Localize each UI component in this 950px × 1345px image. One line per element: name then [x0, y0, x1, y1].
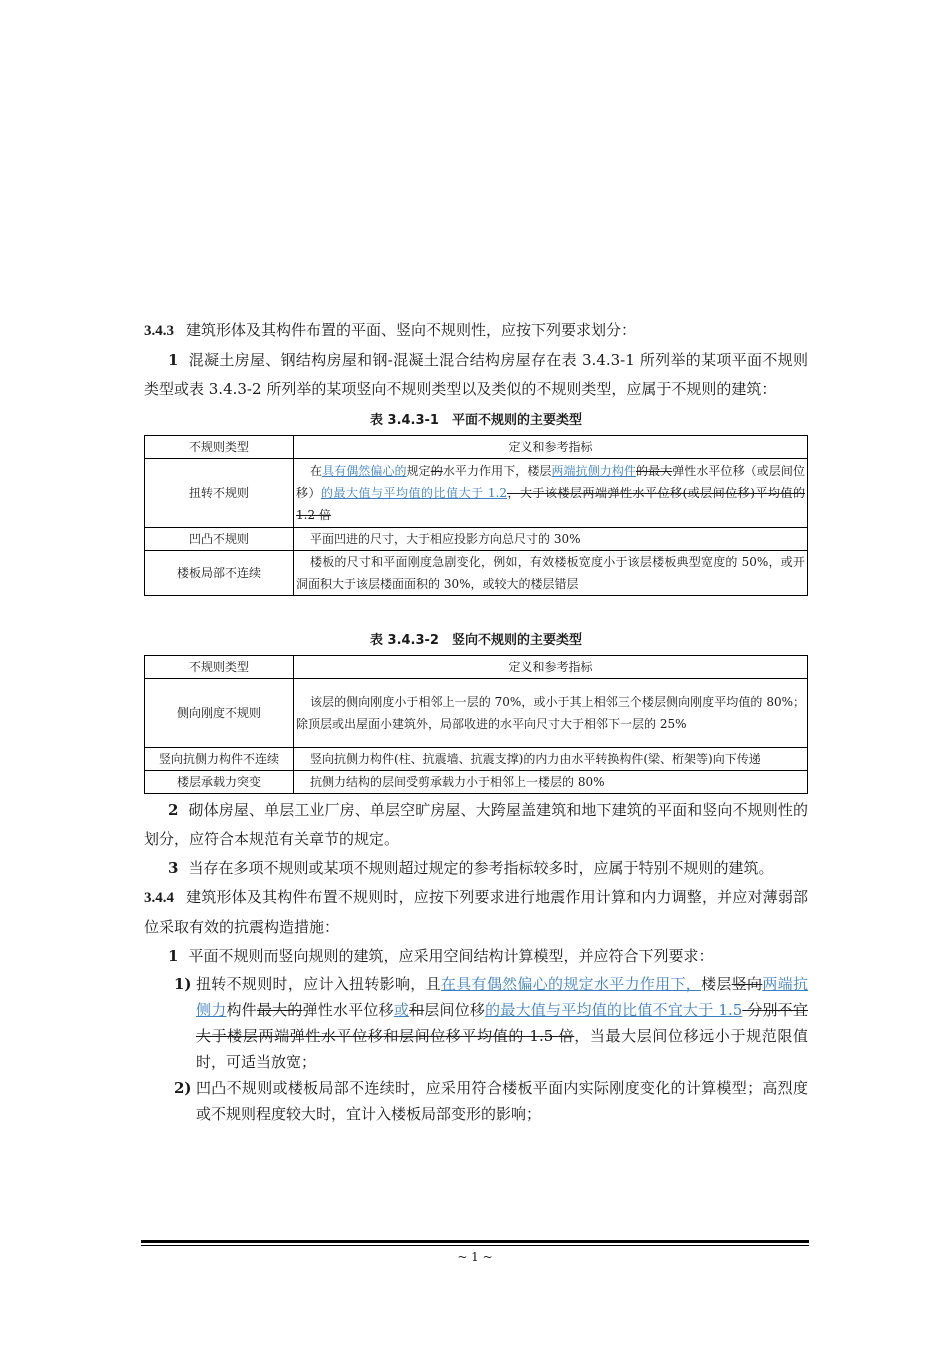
sub-text: 弹性水平位移	[302, 1001, 394, 1019]
row-type: 凹凸不规则	[145, 528, 294, 551]
table-row	[145, 679, 808, 748]
row-definition	[294, 459, 808, 528]
clause-text: 建筑形体及其构件布置不规则时，应按下列要求进行地震作用计算和内力调整，并应对薄弱部位采取有效的抗震构造措施：	[144, 888, 808, 936]
sub-text: 构件	[226, 1001, 257, 1019]
row-type: 竖向抗侧力构件不连续	[145, 748, 294, 771]
table-1	[144, 435, 808, 596]
table-2	[144, 655, 808, 794]
row-definition: 抗侧力结构的层间受剪承载力小于相邻上一楼层的 80%	[294, 771, 808, 794]
item-text: 混凝土房屋、钢结构房屋和钢-混凝土混合结构房屋存在表 3.4.3-1 所列举的某项平面不规则类型或表 3.4.3-2 所列举的某项竖向不规则类型以及类似的不规则类型，应属于不规则的建筑：	[144, 351, 808, 398]
sub-item-2	[144, 1075, 808, 1127]
sub-item-1	[144, 971, 808, 1075]
header-definition: 定义和参考指标	[294, 656, 808, 679]
table-header-row	[145, 436, 808, 459]
deleted-text: 的最大	[636, 464, 673, 478]
table-row	[145, 551, 808, 596]
deleted-text: 的	[430, 464, 443, 478]
row-definition: 竖向抗侧力构件(柱、抗震墙、抗震支撑)的内力由水平转换构件(梁、桁架等)向下传递	[294, 748, 808, 771]
table-row	[145, 459, 808, 528]
item-1	[144, 346, 808, 404]
clause-number: 3.4.3	[144, 323, 174, 339]
item-text: 砌体房屋、单层工业厂房、单层空旷房屋、大跨屋盖建筑和地下建筑的平面和竖向不规则性的划分，应符合本规范有关章节的规定。	[144, 801, 808, 848]
def-text: 弹性水平位移（或层间位移）	[296, 464, 805, 500]
item-number: 2	[168, 801, 179, 819]
table-row	[145, 748, 808, 771]
inserted-text: 两端抗侧力构件	[551, 464, 636, 478]
def-text: 在	[310, 464, 323, 478]
clause-3-4-4	[144, 883, 808, 942]
deleted-text: 最大的	[256, 1001, 303, 1019]
row-definition: 平面凹进的尺寸，大于相应投影方向总尺寸的 30%	[294, 528, 808, 551]
footer-rule-thick	[141, 1240, 809, 1243]
header-type: 不规则类型	[145, 656, 294, 679]
item-344-1	[144, 942, 808, 971]
sub-text: 扭转不规则时，应计入扭转影响，且	[196, 975, 441, 993]
sub-text: 凹凸不规则或楼板局部不连续时，应采用符合楼板平面内实际刚度变化的计算模型；高烈度或不规则程度较大时，宜计入楼板局部变形的影响；	[196, 1079, 808, 1123]
table-header-row	[145, 656, 808, 679]
sub-text: ，当最大层间位移远小于规范限值时，可适当放宽；	[196, 1027, 808, 1071]
row-definition: 楼板的尺寸和平面刚度急剧变化，例如，有效楼板宽度小于该层楼板典型宽度的 50%，或开洞面积大于该层楼面面积的 30%，或较大的楼层错层	[294, 551, 808, 596]
sub-text: 楼层	[701, 975, 732, 993]
table-1-title: 表 3.4.3-1 平面不规则的主要类型	[370, 413, 582, 428]
deleted-text: 和	[409, 1001, 425, 1019]
item-number: 1	[168, 947, 179, 965]
deleted-text: ，大于该楼层两端弹性水平位移(或层间位移)平均值的 1.2 倍	[296, 486, 805, 522]
deleted-text: 分别不宜大于楼层两端弹性水平位移和层间位移平均值的 1.5 倍	[196, 1001, 808, 1045]
def-text: 规定	[406, 464, 431, 478]
row-type: 侧向刚度不规则	[145, 679, 294, 748]
table-row	[145, 528, 808, 551]
item-text: 当存在多项不规则或某项不规则超过规定的参考指标较多时，应属于特别不规则的建筑。	[188, 859, 774, 877]
sub-item-number: 1)	[174, 975, 192, 993]
inserted-text: 具有偶然偏心的	[322, 464, 407, 478]
page-number: ~ 1 ~	[457, 1250, 493, 1264]
row-definition: 该层的侧向刚度小于相邻上一层的 70%，或小于其上相邻三个楼层侧向刚度平均值的 80%；除顶层或出屋面小建筑外，局部收进的水平向尺寸大于相邻下一层的 25%	[294, 679, 808, 748]
clause-text: 建筑形体及其构件布置的平面、竖向不规则性，应按下列要求划分：	[186, 321, 637, 339]
row-type: 扭转不规则	[145, 459, 294, 528]
sub-item-number: 2)	[174, 1079, 192, 1097]
page-content	[144, 316, 808, 1127]
clause-3-4-3	[144, 316, 808, 346]
sub-text: 层间位移	[424, 1001, 486, 1019]
def-text: 水平力作用下，楼层	[442, 464, 552, 478]
inserted-text: 两端抗侧力	[196, 975, 808, 1019]
item-2	[144, 796, 808, 854]
item-number: 3	[168, 859, 179, 877]
item-text: 平面不规则而竖向规则的建筑，应采用空间结构计算模型，并应符合下列要求：	[188, 947, 714, 965]
deleted-text: 竖向	[731, 975, 763, 993]
clause-number: 3.4.4	[144, 890, 174, 906]
item-3	[144, 854, 808, 883]
inserted-text: 在具有偶然偏心的规定水平力作用下，	[440, 975, 702, 993]
item-number: 1	[168, 351, 179, 369]
row-type: 楼板局部不连续	[145, 551, 294, 596]
inserted-text: 的最大值与平均值的比值不宜大于 1.5	[485, 1001, 743, 1019]
header-type: 不规则类型	[145, 436, 294, 459]
footer-rule-thin	[141, 1245, 809, 1246]
row-type: 楼层承载力突变	[145, 771, 294, 794]
inserted-text: 或	[393, 1001, 410, 1019]
table-2-title: 表 3.4.3-2 竖向不规则的主要类型	[370, 633, 582, 648]
inserted-text: 的最大值与平均值的比值大于 1.2	[321, 486, 507, 500]
header-definition: 定义和参考指标	[294, 436, 808, 459]
table-row	[145, 771, 808, 794]
